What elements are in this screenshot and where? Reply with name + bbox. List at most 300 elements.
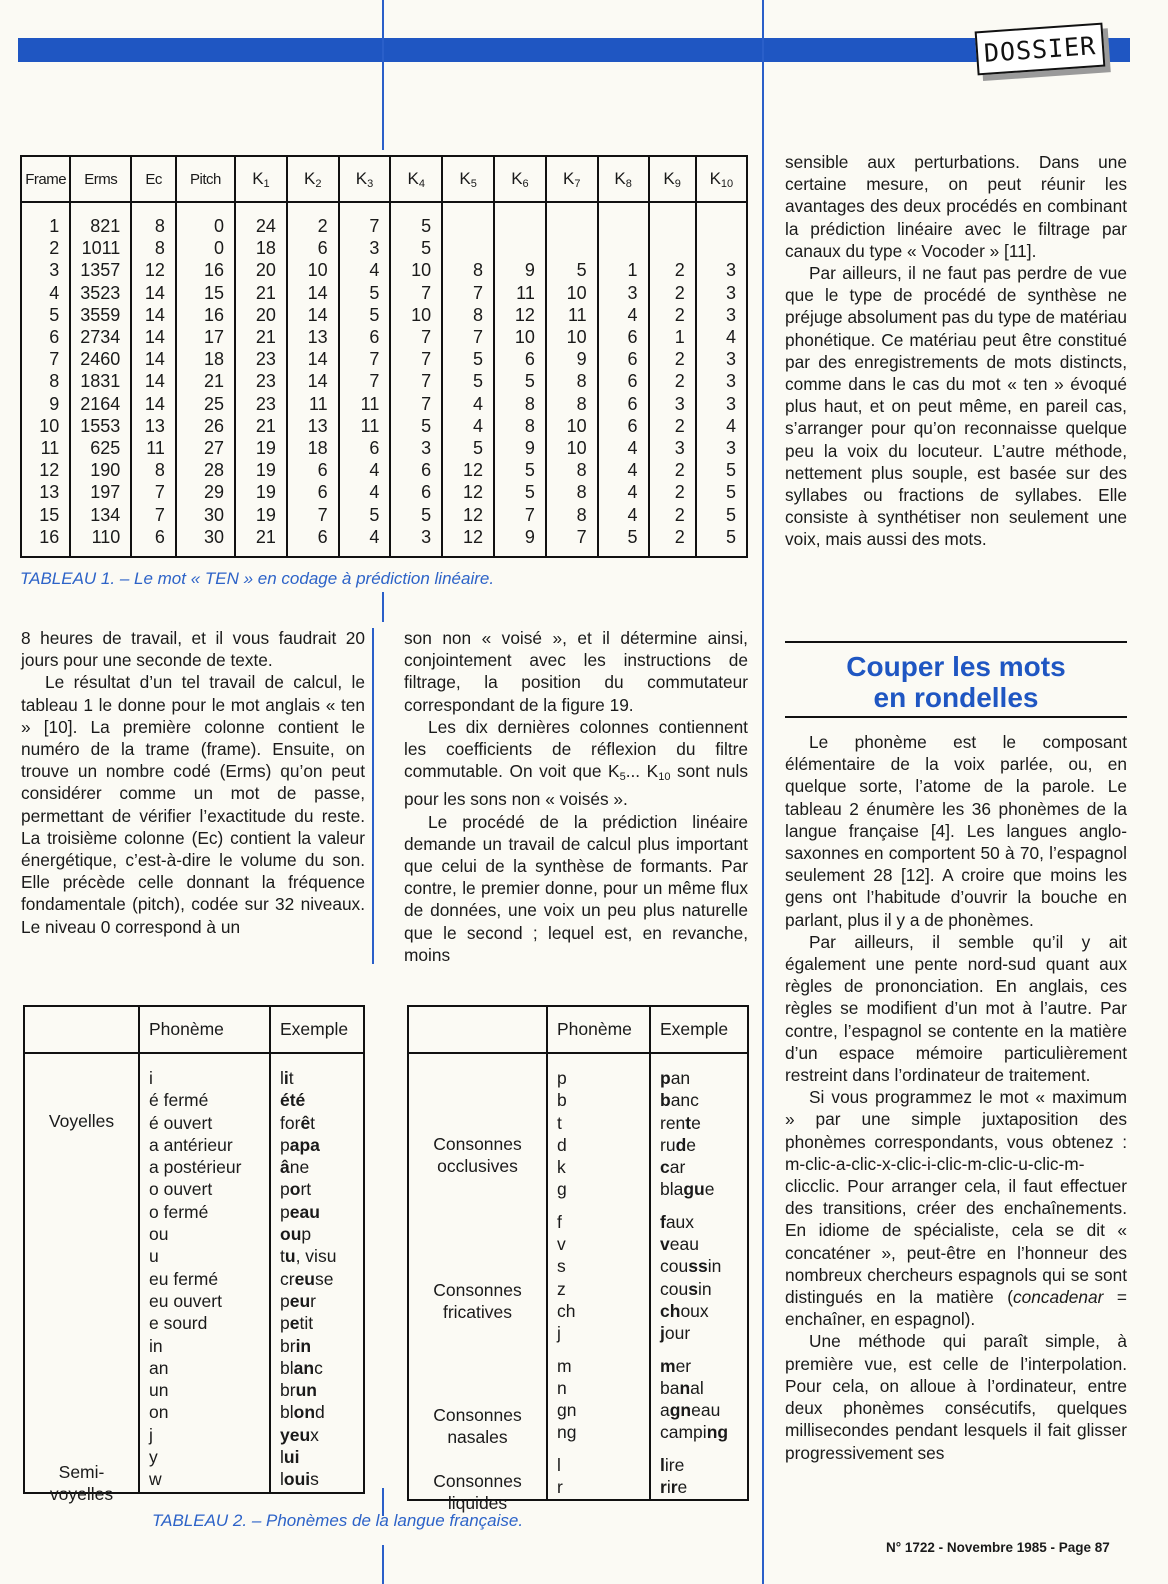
table-cell: 14 xyxy=(287,282,339,304)
phoneme: ou xyxy=(149,1224,169,1245)
example-header: Exemple xyxy=(270,1006,364,1053)
column-rule xyxy=(372,628,374,964)
table-cell: 14 xyxy=(131,304,176,326)
column-rule xyxy=(762,0,764,1584)
table-cell: 11 xyxy=(546,304,598,326)
table-cell: 8 xyxy=(546,459,598,481)
table-cell xyxy=(649,237,696,259)
table-cell: 9 xyxy=(494,437,546,459)
example-word: choux xyxy=(660,1300,709,1321)
table-cell: 5 xyxy=(598,526,649,557)
table-cell: 5 xyxy=(21,304,70,326)
phoneme-category: Voyelles xyxy=(48,1111,115,1131)
table-cell: 2460 xyxy=(70,348,131,370)
example-word: brin xyxy=(280,1335,312,1356)
phoneme: d xyxy=(557,1134,567,1155)
table-cell: 3 xyxy=(598,282,649,304)
example-word: faux xyxy=(660,1211,695,1232)
column-header: Pitch xyxy=(176,156,235,202)
table-cell: 3 xyxy=(696,282,747,304)
phoneme-header: Phonème xyxy=(547,1006,650,1053)
example-word: lui xyxy=(280,1447,300,1468)
table-cell: 4 xyxy=(442,393,494,415)
table-cell: 7 xyxy=(21,348,70,370)
table-cell: 8 xyxy=(131,237,176,259)
table-cell: 2 xyxy=(649,481,696,503)
table-cell: 1 xyxy=(21,202,70,237)
table-cell: 10 xyxy=(546,282,598,304)
phoneme: j xyxy=(557,1323,561,1344)
table-cell: 13 xyxy=(131,415,176,437)
phoneme: v xyxy=(557,1234,566,1255)
table-cell: 8 xyxy=(131,459,176,481)
table-cell: 6 xyxy=(287,237,339,259)
section-banner-bar xyxy=(18,38,1130,62)
example-word: banc xyxy=(660,1090,699,1111)
example-word: âne xyxy=(280,1157,310,1178)
category-cell xyxy=(24,1053,139,1505)
table-cell: 4 xyxy=(598,504,649,526)
table-cell: 18 xyxy=(287,437,339,459)
table-cell: 14 xyxy=(287,348,339,370)
example-word: yeux xyxy=(280,1424,319,1445)
table-cell: 0 xyxy=(176,202,235,237)
table-cell: 6 xyxy=(598,415,649,437)
phonemes-table-consonants xyxy=(407,1005,749,1514)
table-cell: 12 xyxy=(21,459,70,481)
category-cell xyxy=(408,1053,547,1514)
table-cell: 0 xyxy=(176,237,235,259)
example-cell xyxy=(270,1053,364,1493)
phoneme: a postérieur xyxy=(149,1157,242,1178)
article-column-middle xyxy=(404,627,748,966)
example-word: cousin xyxy=(660,1278,712,1299)
table-cell: 17 xyxy=(176,326,235,348)
column-header: Erms xyxy=(70,156,131,202)
phoneme: b xyxy=(557,1090,567,1111)
table-cell: 19 xyxy=(235,459,287,481)
phoneme: in xyxy=(149,1335,163,1356)
table-cell: 8 xyxy=(442,259,494,281)
table-cell: 1 xyxy=(598,259,649,281)
phoneme: on xyxy=(149,1402,169,1423)
example-word: rente xyxy=(660,1112,701,1133)
phoneme-cell xyxy=(547,1053,650,1500)
phoneme-category: Consonnes nasales xyxy=(433,1405,522,1448)
phoneme: o fermé xyxy=(149,1201,209,1222)
table-cell: 14 xyxy=(287,304,339,326)
table-cell: 4 xyxy=(598,437,649,459)
example-word: lire xyxy=(660,1454,685,1475)
table-cell: 5 xyxy=(390,202,442,237)
table-cell: 14 xyxy=(131,393,176,415)
phoneme: eu fermé xyxy=(149,1268,219,1289)
column-header: $K_9$ xyxy=(649,156,696,202)
table-cell: 3 xyxy=(390,437,442,459)
table-cell: 6 xyxy=(339,326,391,348)
table-cell: 8 xyxy=(494,415,546,437)
table-cell: 10 xyxy=(390,304,442,326)
table-cell: 30 xyxy=(176,526,235,557)
table-cell: 5 xyxy=(339,282,391,304)
table-cell: 6 xyxy=(390,481,442,503)
phoneme: i xyxy=(149,1068,153,1088)
table-cell: 10 xyxy=(390,259,442,281)
table-row xyxy=(21,348,747,370)
table-cell xyxy=(649,202,696,237)
lpc-coefficients-table xyxy=(20,155,748,558)
phoneme-category: Consonnes liquides xyxy=(433,1471,522,1514)
table-cell: 14 xyxy=(287,370,339,392)
example-word: louis xyxy=(280,1469,319,1490)
table-cell: 4 xyxy=(21,282,70,304)
dossier-label: DOSSIER xyxy=(982,30,1098,68)
table-cell: 10 xyxy=(546,437,598,459)
table-cell: 2164 xyxy=(70,393,131,415)
example-word: forêt xyxy=(280,1112,316,1133)
table-row xyxy=(21,393,747,415)
table-cell: 3 xyxy=(649,437,696,459)
table-cell: 11 xyxy=(339,415,391,437)
example-word: pan xyxy=(660,1068,691,1088)
table-cell: 16 xyxy=(176,304,235,326)
table-cell: 10 xyxy=(21,415,70,437)
example-word: creuse xyxy=(280,1268,334,1289)
table-cell: 5 xyxy=(494,370,546,392)
table-cell: 10 xyxy=(287,259,339,281)
table-cell: 7 xyxy=(339,348,391,370)
example-word: coussin xyxy=(660,1256,722,1277)
category-header xyxy=(408,1006,547,1053)
table-cell: 21 xyxy=(235,415,287,437)
example-word: lit xyxy=(280,1068,294,1088)
table-row xyxy=(21,415,747,437)
table-header-row xyxy=(408,1006,748,1053)
table-cell: 24 xyxy=(235,202,287,237)
example-word: tu, visu xyxy=(280,1246,337,1267)
table-cell: 11 xyxy=(339,393,391,415)
table-cell: 21 xyxy=(176,370,235,392)
column-header: $K_3$ xyxy=(339,156,391,202)
table-row xyxy=(21,504,747,526)
paragraph: Le résultat d’un tel travail de calcul, le tableau 1 le donne pour le mot anglais « ten » [10]. La première colonne contient le numéro de la trame (frame). Ensuite, on trouve un nombre codé (Erms) qu’on peut considérer comme un mot de passe, permettant de vérifier l’exactitude du reste. La troisième colonne (Ec) contient la valeur énergétique, c’est-à-dire le volume du son. Elle précède celle donnant la fréquence fondamentale (pitch), codée sur 32 niveaux. Le niveau 0 correspond à un xyxy=(21,672,365,937)
table-cell: 6 xyxy=(287,481,339,503)
table-cell: 821 xyxy=(70,202,131,237)
table-cell xyxy=(494,202,546,237)
table-cell: 7 xyxy=(339,370,391,392)
example-word: camping xyxy=(660,1422,729,1443)
table-cell: 1 xyxy=(649,326,696,348)
phonemes-table-vowels xyxy=(23,1005,365,1505)
example-word: été xyxy=(280,1090,306,1111)
column-header: $K_7$ xyxy=(546,156,598,202)
table-row xyxy=(21,202,747,237)
paragraph: 8 heures de travail, et il vous faudrait 20 jours pour une seconde de texte. xyxy=(21,628,365,671)
table-cell: 2 xyxy=(649,348,696,370)
section-heading: Couper les mots en rondelles xyxy=(846,651,1066,713)
column-rule xyxy=(382,0,384,150)
table-cell: 5 xyxy=(339,304,391,326)
table-cell xyxy=(598,202,649,237)
table1-caption: TABLEAU 1. – Le mot « TEN » en codage à prédiction linéaire. xyxy=(20,569,495,588)
table-cell: 18 xyxy=(235,237,287,259)
column-rule xyxy=(382,1545,384,1584)
table-cell: 12 xyxy=(442,504,494,526)
table-cell: 3 xyxy=(696,348,747,370)
table-cell xyxy=(546,237,598,259)
column-header: $K_1$ xyxy=(235,156,287,202)
example-word: blanc xyxy=(280,1357,323,1378)
table-cell: 5 xyxy=(390,415,442,437)
phoneme-category: Semi- voyelles xyxy=(49,1462,114,1505)
table-cell: 3523 xyxy=(70,282,131,304)
phoneme: l xyxy=(557,1454,561,1475)
article-column-right-top xyxy=(785,151,1127,551)
table-cell: 3 xyxy=(649,393,696,415)
table-cell: 8 xyxy=(546,481,598,503)
example-word: car xyxy=(660,1157,686,1178)
table-cell: 3 xyxy=(696,259,747,281)
table-cell: 5 xyxy=(442,348,494,370)
table-cell: 9 xyxy=(494,259,546,281)
table-cell: 3 xyxy=(21,259,70,281)
table-cell: 13 xyxy=(21,481,70,503)
table-cell: 6 xyxy=(494,348,546,370)
phoneme: é ouvert xyxy=(149,1112,213,1133)
table-cell: 12 xyxy=(442,481,494,503)
table-cell: 9 xyxy=(546,348,598,370)
paragraph: Le procédé de la prédiction linéaire demande un travail de calcul plus important que celui de la synthèse de formants. Par contre, le premier donne, pour un même flux de données, une voix un peu plus naturelle que le second ; lequel est, en revanche, moins xyxy=(404,811,748,965)
phoneme: un xyxy=(149,1380,169,1401)
phoneme: k xyxy=(557,1157,566,1178)
table-cell: 5 xyxy=(546,259,598,281)
table-row xyxy=(21,326,747,348)
table-cell: 3559 xyxy=(70,304,131,326)
table-cell: 6 xyxy=(287,459,339,481)
phoneme: t xyxy=(557,1112,562,1133)
table-cell xyxy=(598,237,649,259)
table-cell: 2 xyxy=(649,370,696,392)
section-divider xyxy=(785,641,1127,643)
table-cell: 5 xyxy=(442,437,494,459)
table-cell: 9 xyxy=(21,393,70,415)
table-cell: 7 xyxy=(442,326,494,348)
table-cell: 1011 xyxy=(70,237,131,259)
table-cell: 11 xyxy=(131,437,176,459)
table-cell: 14 xyxy=(131,348,176,370)
table-cell: 2 xyxy=(649,282,696,304)
table-row xyxy=(21,437,747,459)
phoneme: w xyxy=(149,1469,162,1490)
phoneme: y xyxy=(149,1447,158,1468)
table-cell: 8 xyxy=(546,370,598,392)
column-header: $K_{10}$ xyxy=(696,156,747,202)
table-cell xyxy=(546,202,598,237)
table-cell: 1831 xyxy=(70,370,131,392)
column-rule xyxy=(382,592,384,622)
table-cell: 2 xyxy=(649,259,696,281)
table-cell: 2 xyxy=(649,304,696,326)
table-cell: 23 xyxy=(235,393,287,415)
table-cell: 3 xyxy=(696,304,747,326)
phoneme: r xyxy=(557,1477,563,1498)
table-cell: 27 xyxy=(176,437,235,459)
table-cell: 3 xyxy=(696,370,747,392)
table-cell: 2 xyxy=(649,415,696,437)
table-cell xyxy=(696,202,747,237)
table-cell: 21 xyxy=(235,326,287,348)
table-cell: 7 xyxy=(287,504,339,526)
table-cell: 29 xyxy=(176,481,235,503)
category-header xyxy=(24,1006,139,1053)
example-word: rire xyxy=(660,1477,688,1498)
table-cell: 5 xyxy=(494,459,546,481)
example-word: papa xyxy=(280,1134,320,1155)
table-cell: 14 xyxy=(131,326,176,348)
table-row xyxy=(21,459,747,481)
example-cell xyxy=(650,1053,748,1500)
example-word: mer xyxy=(660,1355,692,1376)
phoneme: m xyxy=(557,1355,572,1376)
table-cell: 23 xyxy=(235,348,287,370)
table-cell: 13 xyxy=(287,326,339,348)
phoneme: n xyxy=(557,1377,567,1398)
table-row xyxy=(21,370,747,392)
phoneme-cell xyxy=(139,1053,270,1493)
article-column-right-bottom xyxy=(785,731,1127,1464)
page-footer: N° 1722 - Novembre 1985 - Page 87 xyxy=(886,1540,1110,1555)
phoneme: gn xyxy=(557,1400,577,1421)
column-header: $K_4$ xyxy=(390,156,442,202)
table-cell: 197 xyxy=(70,481,131,503)
phoneme: j xyxy=(149,1424,153,1445)
table-cell: 5 xyxy=(696,526,747,557)
table-cell: 26 xyxy=(176,415,235,437)
table-cell xyxy=(494,237,546,259)
table-cell: 7 xyxy=(131,504,176,526)
example-word: petit xyxy=(280,1313,314,1334)
phoneme: u xyxy=(149,1246,159,1267)
table-cell: 7 xyxy=(494,504,546,526)
phoneme: o ouvert xyxy=(149,1179,213,1200)
table-cell: 1357 xyxy=(70,259,131,281)
table-row xyxy=(21,481,747,503)
table-cell: 15 xyxy=(176,282,235,304)
table-cell: 9 xyxy=(494,526,546,557)
table-cell: 6 xyxy=(598,370,649,392)
table-cell: 10 xyxy=(546,326,598,348)
phoneme: z xyxy=(557,1278,566,1299)
table-cell: 2 xyxy=(649,459,696,481)
table-cell: 2734 xyxy=(70,326,131,348)
table-cell: 20 xyxy=(235,304,287,326)
paragraph: Le phonème est le composant élémentaire de la voix parlée, ou, en quelque sorte, l’atome de la parole. Le tableau 2 énumère les 36 phonèmes de la langue française [4]. Les langues anglo-saxonnes en comportent 50 à 70, l’espagnol seulement 28 [12]. A croire que moins les gens ont l’habitude d’ouvrir la bouche en parlant, plus il y a de phonèmes. xyxy=(785,732,1127,930)
table-cell: 6 xyxy=(287,526,339,557)
table-cell: 7 xyxy=(546,526,598,557)
phoneme-header: Phonème xyxy=(139,1006,270,1053)
table-cell: 8 xyxy=(546,504,598,526)
paragraph: Si vous programmez le mot « maximum » par une simple juxtaposition des phonèmes correspondants, vous obtenez : m-clic-a-clic-x-clic-i-clic-m-clic-u-clic-m-clicclic. Pour arranger cela, il faut effectuer des transitions, créer des enchaînements. En idiome de spécialiste, cela se dit « concaténer », peut-être en l’honneur des nombreux chercheurs espagnols qui se sont distingués en la matière (concadenar = enchaîner, en espagnol). xyxy=(785,1087,1127,1330)
table-cell: 2 xyxy=(649,526,696,557)
paragraph: Une méthode qui paraît simple, à première vue, est celle de l’interpolation. Pour cela, on alloue à l’ordinateur, entre deux phonèmes consécutifs, quelques millisecondes pendant lesquels il fait glisser progressivement ses xyxy=(785,1331,1127,1463)
table-cell: 19 xyxy=(235,437,287,459)
phoneme: a antérieur xyxy=(149,1134,233,1155)
table-cell: 14 xyxy=(131,370,176,392)
column-header: $K_5$ xyxy=(442,156,494,202)
table-cell: 2 xyxy=(21,237,70,259)
table-cell: 2 xyxy=(287,202,339,237)
table-cell: 8 xyxy=(494,393,546,415)
paragraph: son non « voisé », et il détermine ainsi, conjointement avec les instructions de filtrage, la position du commutateur correspondant de la figure 19. xyxy=(404,628,748,715)
table-cell: 7 xyxy=(390,282,442,304)
table-cell: 6 xyxy=(598,348,649,370)
table-cell: 5 xyxy=(339,504,391,526)
table-cell: 4 xyxy=(598,459,649,481)
table-cell: 12 xyxy=(131,259,176,281)
table-cell: 3 xyxy=(696,437,747,459)
table-cell: 6 xyxy=(339,437,391,459)
table-cell: 8 xyxy=(442,304,494,326)
table-cell: 4 xyxy=(598,304,649,326)
table-cell: 7 xyxy=(131,481,176,503)
phoneme: an xyxy=(149,1357,169,1378)
table-cell: 6 xyxy=(390,459,442,481)
table-cell: 7 xyxy=(390,370,442,392)
paragraph: sensible aux perturbations. Dans une certaine mesure, on peut réunir les avantages des deux procédés en combinant la prédiction linéaire avec le filtrage par canaux du type « Vocoder » [11]. xyxy=(785,152,1127,261)
table-cell: 11 xyxy=(21,437,70,459)
table-cell: 6 xyxy=(598,393,649,415)
paragraph: Par ailleurs, il semble qu’il y ait également une pente nord-sud quant aux règles de prononciation. En anglais, ces règles se modifient d’un mot à l’autre. Par contre, l’espagnol se contente en la matière d’un espace mémoire particulièrement restreint dans l’ordinateur de traitement. xyxy=(785,931,1127,1086)
table-cell: 18 xyxy=(176,348,235,370)
table-cell: 8 xyxy=(131,202,176,237)
table-row xyxy=(21,237,747,259)
phoneme: eu ouvert xyxy=(149,1290,222,1311)
example-word: brun xyxy=(280,1380,317,1401)
table-cell: 7 xyxy=(390,348,442,370)
table-cell: 625 xyxy=(70,437,131,459)
table-row xyxy=(21,282,747,304)
example-word: jour xyxy=(660,1323,691,1344)
table-cell: 20 xyxy=(235,259,287,281)
table-cell xyxy=(442,202,494,237)
example-word: blond xyxy=(280,1402,325,1423)
table-header-row xyxy=(21,156,747,202)
paragraph: Par ailleurs, il ne faut pas perdre de vue que le type de procédé de synthèse ne préjuge absolument pas du type de matériau phonétique. Ce matériau peut être constitué par des enregistrements de mots distincts, comme dans le cas du mot « ten » évoqué plus haut, et on peut même, en pareil cas, s’arranger pour qu’on reconnaisse quelque peu la voix du locuteur. L’autre méthode, nettement plus souple, est basée sur des syllabes ou fractions de syllabes. Elle consiste à synthétiser non seulement une voix, mais aussi des mots. xyxy=(785,263,1128,550)
table-cell: 23 xyxy=(235,370,287,392)
example-word: veau xyxy=(660,1234,699,1255)
table-cell: 4 xyxy=(339,526,391,557)
table-cell: 4 xyxy=(696,415,747,437)
table-row xyxy=(21,259,747,281)
table-cell: 12 xyxy=(442,526,494,557)
table-cell: 11 xyxy=(494,282,546,304)
example-word: agneau xyxy=(660,1400,721,1421)
table-cell: 3 xyxy=(390,526,442,557)
dossier-badge xyxy=(975,23,1106,76)
table-cell: 6 xyxy=(598,326,649,348)
table-cell: 7 xyxy=(390,326,442,348)
table-cell: 11 xyxy=(287,393,339,415)
table-cell: 3 xyxy=(339,237,391,259)
phoneme: s xyxy=(557,1256,566,1277)
table-cell: 7 xyxy=(339,202,391,237)
phoneme: e sourd xyxy=(149,1313,208,1334)
table-cell: 6 xyxy=(131,526,176,557)
table-cell: 110 xyxy=(70,526,131,557)
column-header: Ec xyxy=(131,156,176,202)
table-cell: 5 xyxy=(390,504,442,526)
column-header: $K_6$ xyxy=(494,156,546,202)
